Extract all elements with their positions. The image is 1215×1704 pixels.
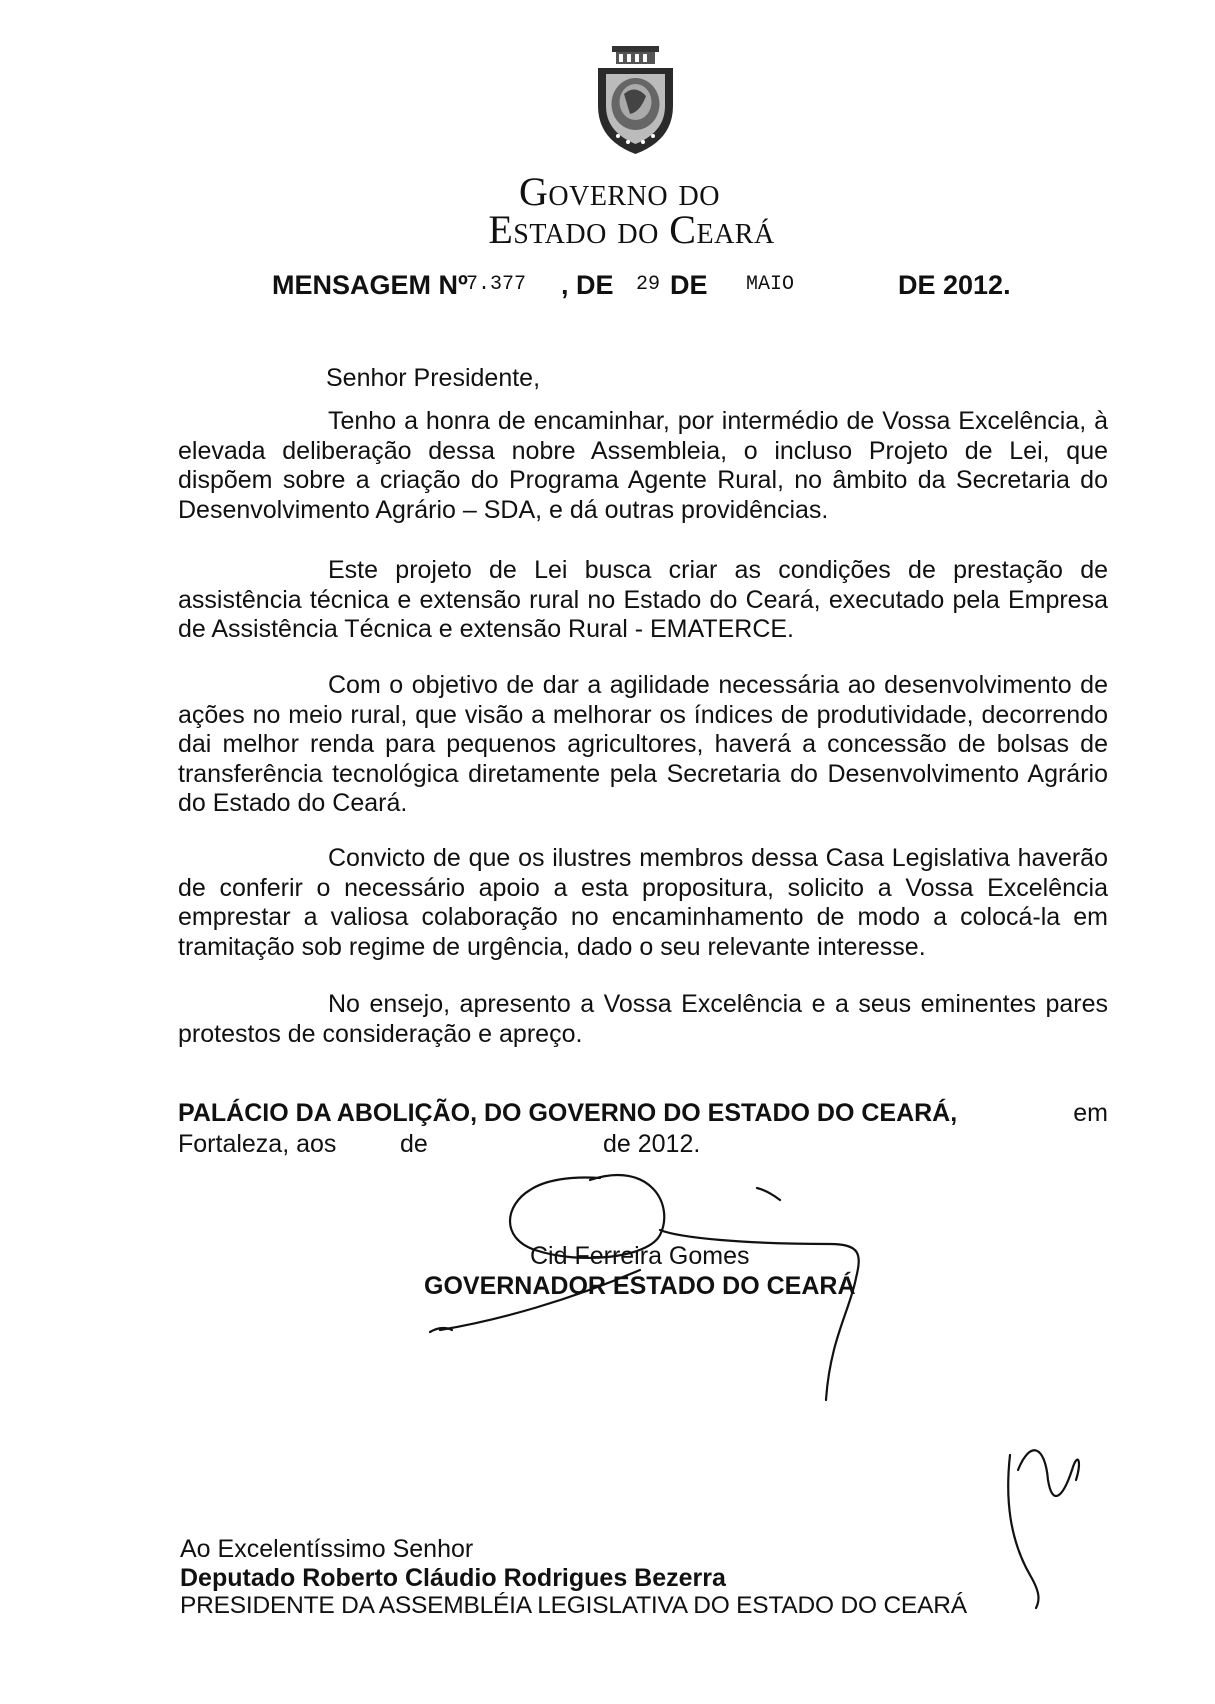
addressee-role: PRESIDENTE DA ASSEMBLÉIA LEGISLATIVA DO ESTADO DO CEARÁ bbox=[180, 1592, 967, 1619]
paragraph-1: Tenho a honra de encaminhar, por intermédio de Vossa Excelência, à elevada deliberação dessa nobre Assembleia, o incluso Projeto de Lei, que dispõem sobre a criação do Programa Agente Rural, no âmbito da Secretaria do Desenvolvimento Agrário – SDA, e dá outras providências. bbox=[178, 407, 1108, 524]
message-year: DE 2012. bbox=[898, 270, 1011, 300]
paragraph-2: Este projeto de Lei busca criar as condições de prestação de assistência técnica e extensão rural no Estado do Ceará, executado pela Empresa de Assistência Técnica e extensão Rural - EMATERCE. bbox=[178, 556, 1108, 643]
state-coat-of-arms-icon bbox=[588, 44, 683, 156]
letterhead-line-2: Estado do Ceará bbox=[488, 207, 775, 252]
salutation: Senhor Presidente, bbox=[326, 364, 541, 392]
letterhead-line-1: Governo do bbox=[519, 169, 720, 214]
message-day: 29 bbox=[636, 273, 661, 296]
closing-de: de bbox=[400, 1130, 428, 1158]
closing-year: de 2012. bbox=[603, 1130, 701, 1158]
closing-palace bbox=[178, 1099, 1108, 1129]
message-de-2: DE bbox=[670, 270, 708, 300]
signatory-title: GOVERNADOR ESTADO DO CEARÁ bbox=[424, 1272, 856, 1300]
paragraph-4: Convicto de que os ilustres membros dessa Casa Legislativa haverão de conferir o necessário apoio a esta propositura, solicito a Vossa Excelência emprestar a valiosa colaboração no encaminhamento de modo a colocá-la em tramitação sob regime de urgência, dado o seu relevante interesse. bbox=[178, 844, 1108, 961]
paragraph-5: No ensejo, apresento a Vossa Excelência e a seus eminentes pares protestos de consideração e apreço. bbox=[178, 990, 1108, 1048]
paragraph-3: Com o objetivo de dar a agilidade necessária ao desenvolvimento de ações no meio rural, que visão a melhorar os índices de produtividade, decorrendo dai melhor renda para pequenos agricultores, haverá a concessão de bolsas de transferência tecnológica diretamente pela Secretaria do Desenvolvimento Agrário do Estado do Ceará. bbox=[178, 671, 1108, 817]
signatory-name: Cid Ferreira Gomes bbox=[530, 1242, 750, 1270]
palace-em: em bbox=[1073, 1099, 1108, 1127]
message-month: MAIO bbox=[746, 273, 795, 296]
addressee-greeting: Ao Excelentíssimo Senhor bbox=[180, 1535, 474, 1563]
closing-city: Fortaleza, aos bbox=[178, 1130, 337, 1158]
palace-name: PALÁCIO DA ABOLIÇÃO, DO GOVERNO DO ESTADO DO CEARÁ, bbox=[178, 1099, 958, 1127]
message-de-1: , DE bbox=[561, 270, 614, 300]
message-label: MENSAGEM Nº bbox=[272, 270, 468, 300]
addressee-name: Deputado Roberto Cláudio Rodrigues Bezerra bbox=[180, 1564, 726, 1592]
message-number: 7.377 bbox=[466, 273, 527, 296]
